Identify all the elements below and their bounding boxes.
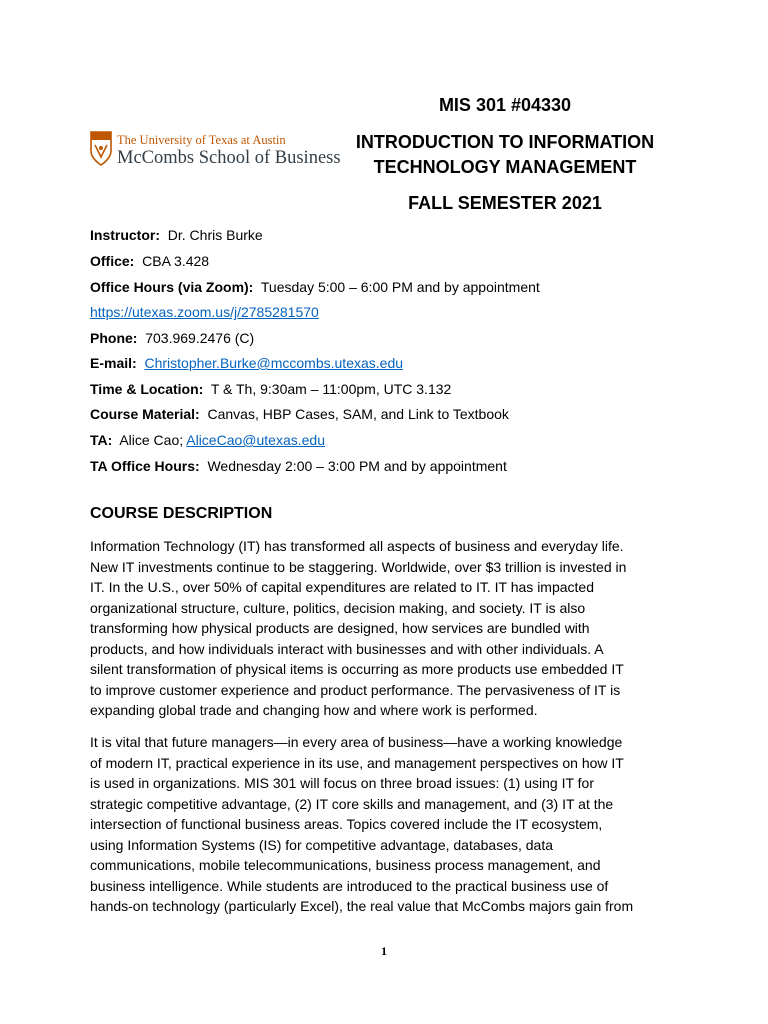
ta-name: Alice Cao; <box>119 432 184 448</box>
paragraph-line: It is vital that future managers—in every area of business—have a working knowledge <box>90 734 623 750</box>
phone-label: Phone: <box>90 330 138 346</box>
description-paragraph-2 <box>90 732 690 917</box>
page-number: 1 <box>381 944 387 958</box>
course-description-heading: COURSE DESCRIPTION <box>90 505 273 522</box>
course-material-label: Course Material: <box>90 406 200 422</box>
office-row <box>90 253 209 269</box>
ta-label: TA: <box>90 432 113 448</box>
logo-school-text: McCombs School of Business <box>117 148 341 168</box>
paragraph-line: expanding global trade and changing how and where work is performed. <box>90 702 538 718</box>
email-label: E-mail: <box>90 355 137 371</box>
paragraph-line: strategic competitive advantage, (2) IT core skills and management, and (3) IT at the <box>90 795 614 812</box>
paragraph-line: hands-on technology (particularly Excel), the real value that McCombs majors gain from <box>90 898 634 914</box>
paragraph-line: using Information Systems (IS) for competitive advantage, databases, data <box>90 836 554 853</box>
course-material-value: Canvas, HBP Cases, SAM, and Link to Textbook <box>207 406 509 422</box>
zoom-link[interactable]: https://utexas.zoom.us/j/2785281570 <box>90 304 319 320</box>
ta-office-hours-value: Wednesday 2:00 – 3:00 PM and by appointment <box>207 458 507 474</box>
paragraph-line: is used in organizations. MIS 301 will focus on three broad issues: (1) using IT for <box>90 775 594 791</box>
office-hours-value: Tuesday 5:00 – 6:00 PM and by appointment <box>260 279 540 295</box>
ta-email-link[interactable]: AliceCao@utexas.edu <box>186 432 325 448</box>
zoom-row <box>90 304 319 320</box>
ut-shield-icon <box>90 131 112 167</box>
office-label: Office: <box>90 253 135 269</box>
phone-row <box>90 330 254 346</box>
instructor-row <box>90 227 263 243</box>
paragraph-line: transforming how physical products are designed, how services are bundled with <box>90 620 590 636</box>
instructor-value: Dr. Chris Burke <box>167 227 263 243</box>
paragraph-line: communications, mobile telecommunications, business process management, and <box>90 857 601 873</box>
mccombs-logo <box>90 131 341 175</box>
description-paragraph-1 <box>90 536 690 721</box>
paragraph-line: business intelligence. While students are introduced to the practical business use of <box>90 877 609 894</box>
course-material-row <box>90 406 509 422</box>
paragraph-line: to improve customer experience and product performance. The pervasiveness of IT is <box>90 681 621 698</box>
logo-university-text: The University of Texas at Austin <box>117 133 286 147</box>
paragraph-line: silent transformation of physical items is occurring as more products use embedded IT <box>90 661 624 677</box>
paragraph-line: of modern IT, practical experience in its use, and management perspectives on how IT <box>90 754 624 771</box>
paragraph-line: IT. In the U.S., over 50% of capital expenditures are related to IT. IT has impacted <box>90 579 595 595</box>
email-link[interactable]: Christopher.Burke@mccombs.utexas.edu <box>144 355 404 371</box>
course-title-line-2: TECHNOLOGY MANAGEMENT <box>373 157 637 177</box>
paragraph-line: Information Technology (IT) has transformed all aspects of business and everyday life. <box>90 538 624 554</box>
semester: FALL SEMESTER 2021 <box>408 193 602 213</box>
paragraph-line: organizational structure, culture, politics, decision making, and society. IT is also <box>90 599 586 616</box>
paragraph-line: products, and how individuals interact with businesses and with other individuals. A <box>90 640 604 657</box>
office-hours-label: Office Hours (via Zoom): <box>90 279 254 295</box>
ta-office-hours-row <box>90 458 507 474</box>
office-value: CBA 3.428 <box>142 253 210 269</box>
time-location-label: Time & Location: <box>90 381 204 397</box>
instructor-label: Instructor: <box>90 227 160 243</box>
ta-office-hours-label: TA Office Hours: <box>90 458 200 474</box>
email-row <box>90 355 403 371</box>
time-location-row <box>90 381 451 397</box>
course-number: MIS 301 #04330 <box>438 95 572 115</box>
course-title-line-1: INTRODUCTION TO INFORMATION <box>355 132 655 152</box>
ta-row <box>90 432 325 448</box>
office-hours-row <box>90 279 540 295</box>
phone-value: 703.969.2476 (C) <box>145 330 255 346</box>
time-location-value: T & Th, 9:30am – 11:00pm, UTC 3.132 <box>210 381 452 397</box>
course-title <box>330 130 680 180</box>
paragraph-line: intersection of functional business areas. Topics covered include the IT ecosystem, <box>90 816 603 832</box>
paragraph-line: New IT investments continue to be staggering. Worldwide, over $3 trillion is invested in <box>90 558 627 575</box>
